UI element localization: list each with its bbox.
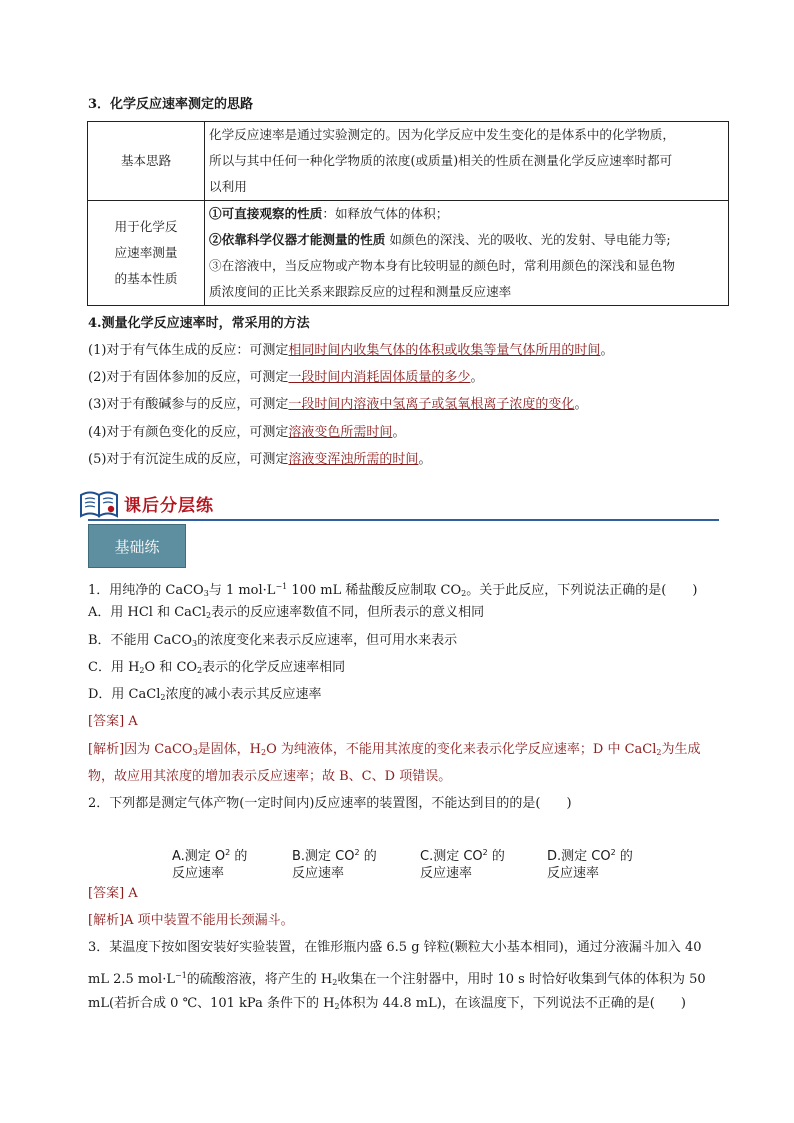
text: 1．用纯净的 CaCO: [88, 583, 204, 598]
text: [解析]因为 CaCO: [88, 742, 193, 757]
subscript: 2: [656, 748, 662, 757]
text: D．用 CaCl: [88, 687, 161, 702]
text: 的硫酸溶液，将产生的 H: [186, 972, 333, 987]
text: A.测定 O: [172, 849, 226, 864]
row2-line: [209, 227, 724, 253]
banner-title: 课后分层练: [124, 496, 214, 516]
q3-stem-line1: 3．某温度下按如图安装好实验装置，在锥形瓶内盛 6.5 g 锌粒(颗粒大小基本相同)，通过分液漏斗加入 40: [88, 940, 702, 955]
q3-stem-line2: [88, 966, 706, 993]
superscript: −1: [275, 582, 288, 591]
text: C．用 H: [88, 660, 140, 675]
row1-line: 化学反应速率是通过实验测定的。因为化学反应中发生变化的是体系中的化学物质，: [209, 127, 675, 142]
list-item: [88, 368, 483, 388]
item-answer: 溶液变浑浊所需的时间: [288, 452, 419, 467]
row1-line: 以利用: [209, 179, 247, 194]
list-item: [88, 341, 613, 361]
text: 是固体，H: [197, 742, 262, 757]
text: 的: [359, 849, 377, 864]
q1-option-b: [88, 631, 457, 654]
list-item: [88, 423, 405, 443]
text: 表示的化学反应速率相同: [202, 660, 346, 675]
q1-option-c: [88, 658, 345, 681]
q1-option-a: [88, 603, 484, 626]
q1-stem: [88, 577, 697, 604]
q2-analysis: [解析]A 项中装置不能用长颈漏斗。: [88, 913, 294, 928]
table-row: [88, 122, 729, 201]
superscript: 2: [482, 848, 488, 857]
text: 的浓度变化来表示反应速率，但可用水来表示: [197, 633, 458, 648]
text: 反应速率: [547, 866, 600, 881]
subscript: 3: [192, 639, 198, 648]
text: 的: [615, 849, 633, 864]
text: 反应速率: [420, 866, 473, 881]
item-answer: 相同时间内收集气体的体积或收集等量气体所用的时间: [288, 343, 601, 358]
row1-head: 基本思路: [88, 122, 205, 201]
subscript: 2: [461, 589, 467, 598]
text: 。关于此反应，下列说法正确的是( ): [466, 583, 698, 598]
subscript: 2: [197, 666, 203, 675]
text: O 和 CO: [144, 660, 198, 675]
q1-option-d: [88, 685, 321, 708]
text: C.测定 CO: [420, 849, 483, 864]
text: mL 2.5 mol·L: [88, 972, 175, 987]
subscript: 2: [206, 611, 212, 620]
item-answer: 一段时间内溶液中氢离子或氢氧根离子浓度的变化: [288, 397, 575, 412]
row2-head-line: 的基本性质: [114, 271, 178, 286]
item-prefix: (3)对于有酸碱参与的反应，可测定: [88, 397, 289, 412]
row2-head-line: 用于化学反: [114, 219, 178, 234]
item-answer: 溶液变色所需时间: [288, 425, 393, 440]
subscript: 2: [160, 693, 166, 702]
text: A．用 HCl 和 CaCl: [88, 605, 207, 620]
row2-line: 质浓度间的正比关系来跟踪反应的过程和测量反应速率: [209, 284, 512, 299]
row2-content: [205, 201, 729, 306]
tab-basic-practice[interactable]: 基础练: [88, 524, 186, 568]
subscript: 3: [203, 589, 209, 598]
text: O 为纯液体，不能用其浓度的变化来表示化学反应速率；D 中 CaCl: [266, 742, 657, 757]
list-item: [88, 450, 431, 470]
subscript: 2: [332, 978, 338, 987]
section4-title: 4.测量化学反应速率时，常采用的方法: [88, 316, 310, 331]
q2-option-b: [292, 844, 377, 882]
table-row: [88, 201, 729, 306]
item-prefix: (1)对于有气体生成的反应：可测定: [88, 343, 289, 358]
method-table: [87, 121, 729, 306]
bold-term: ①可直接观察的性质: [209, 206, 323, 221]
superscript: 2: [610, 848, 616, 857]
superscript: 2: [354, 848, 360, 857]
q2-option-c: [420, 844, 505, 882]
text: 浓度的减小表示其反应速率: [165, 687, 322, 702]
item-prefix: (2)对于有固体参加的反应，可测定: [88, 370, 289, 385]
q2-answer: [答案] A: [88, 886, 138, 901]
subscript: 2: [139, 666, 145, 675]
bold-term: ②依靠科学仪器才能测量的性质: [209, 232, 386, 247]
q2-option-d: [547, 844, 633, 882]
text: 的: [487, 849, 505, 864]
q2-option-a: [172, 844, 247, 882]
item-prefix: (4)对于有颜色变化的反应，可测定: [88, 425, 289, 440]
subscript: 2: [334, 1002, 340, 1011]
superscript: −1: [174, 971, 187, 980]
text: 为生成: [661, 742, 701, 757]
text: 的: [230, 849, 248, 864]
superscript: 2: [225, 848, 231, 857]
item-suffix: 。: [392, 425, 406, 440]
item-suffix: 。: [600, 343, 614, 358]
text: 反应速率: [172, 866, 225, 881]
banner-divider: [88, 519, 719, 521]
text: mL(若折合成 0 ℃、101 kPa 条件下的 H: [88, 996, 335, 1011]
text: 体积为 44.8 mL)，在该温度下，下列说法不正确的是( ): [339, 996, 686, 1011]
row1-line: 所以与其中任何一种化学物质的浓度(或质量)相关的性质在测量化学反应速率时都可: [209, 153, 673, 168]
item-suffix: 。: [418, 452, 432, 467]
item-prefix: (5)对于有沉淀生成的反应，可测定: [88, 452, 289, 467]
text: 与 1 mol·L: [208, 583, 276, 598]
item-suffix: 。: [470, 370, 484, 385]
text: B．不能用 CaCO: [88, 633, 192, 648]
item-suffix: 。: [574, 397, 588, 412]
item-answer: 一段时间内消耗固体质量的多少: [288, 370, 471, 385]
text: D.测定 CO: [547, 849, 611, 864]
subscript: 3: [192, 748, 198, 757]
text: ：如释放气体的体积；: [322, 206, 449, 221]
text: 反应速率: [292, 866, 345, 881]
text: 收集在一个注射器中，用时 10 s 时恰好收集到气体的体积为 50: [337, 972, 706, 987]
section3-title: 3．化学反应速率测定的思路: [88, 97, 254, 112]
list-item: [88, 395, 587, 415]
text: 表示的反应速率数值不同，但所表示的意义相同: [211, 605, 485, 620]
text: B.测定 CO: [292, 849, 355, 864]
row2-head: [88, 201, 205, 306]
book-icon: [78, 487, 120, 519]
subscript: 2: [261, 748, 267, 757]
text: 100 mL 稀盐酸反应制取 CO: [287, 583, 462, 598]
row2-line: ③在溶液中，当反应物或产物本身有比较明显的颜色时，常利用颜色的深浅和显色物: [209, 258, 675, 273]
row1-content: [205, 122, 729, 201]
q2-stem: 2．下列都是测定气体产物(一定时间内)反应速率的装置图，不能达到目的的是( ): [88, 796, 572, 811]
row2-head-line: 应速率测量: [114, 245, 178, 260]
q1-answer: [答案] A: [88, 714, 138, 729]
q1-analysis-cont: 物，故应用其浓度的增加表示反应速率；故 B、C、D 项错误。: [88, 769, 452, 784]
q3-stem-line3: [88, 994, 686, 1017]
text: 如颜色的深浅、光的吸收、光的发射、导电能力等;: [385, 232, 671, 247]
row2-line: [209, 201, 724, 227]
q1-analysis: [88, 740, 701, 763]
